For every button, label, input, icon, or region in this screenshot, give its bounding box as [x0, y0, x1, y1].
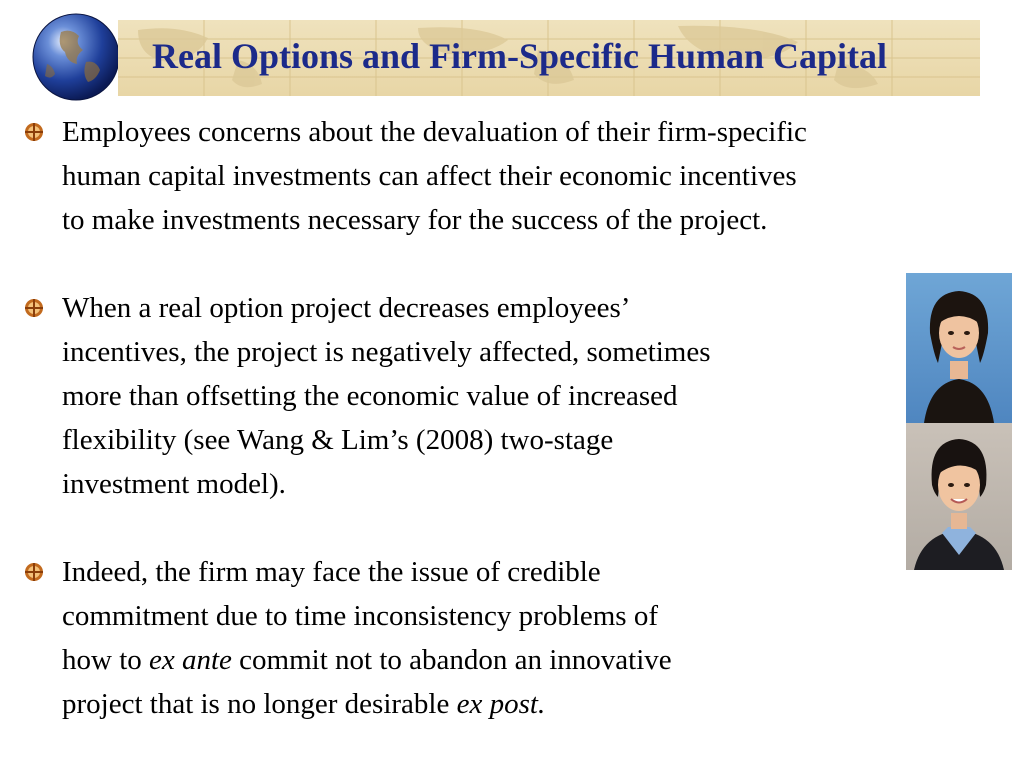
globe-icon	[31, 12, 121, 102]
bullet-item	[24, 550, 862, 726]
bullet-icon	[24, 298, 44, 318]
bullet-line	[62, 638, 862, 682]
text-run: commit not to abandon an innovative	[231, 644, 672, 676]
bullet-item	[24, 286, 902, 506]
slide-title: Real Options and Firm-Specific Human Capital	[152, 36, 888, 76]
bullet-line: Indeed, the firm may face the issue of credible	[62, 556, 601, 588]
author-photo	[906, 423, 1012, 570]
text-run: how to	[62, 644, 149, 676]
author-photo	[906, 273, 1012, 423]
bullet-line: investment model).	[62, 468, 286, 500]
bullet-line	[62, 682, 862, 726]
bullet-icon	[24, 562, 44, 582]
bullet-line: to make investments necessary for the success of the project.	[62, 204, 768, 236]
bullet-line: human capital investments can affect their economic incentives	[62, 160, 797, 192]
bullet-line: flexibility (see Wang & Lim’s (2008) two-stage	[62, 424, 614, 456]
bullet-line: Employees concerns about the devaluation of their firm-specific	[62, 116, 807, 148]
bullet-list	[24, 110, 1024, 726]
bullet-item	[24, 110, 1012, 242]
bullet-line: more than offsetting the economic value of increased	[62, 380, 678, 412]
bullet-line: commitment due to time inconsistency problems of	[62, 600, 659, 632]
bullet-icon	[24, 122, 44, 142]
bullet-line: incentives, the project is negatively affected, sometimes	[62, 336, 711, 368]
bullet-line: When a real option project decreases employees’	[62, 292, 631, 324]
emphasis-ex-ante: ex ante	[149, 644, 232, 676]
text-run: project that is no longer desirable	[62, 688, 457, 720]
emphasis-ex-post: ex post.	[456, 688, 546, 720]
